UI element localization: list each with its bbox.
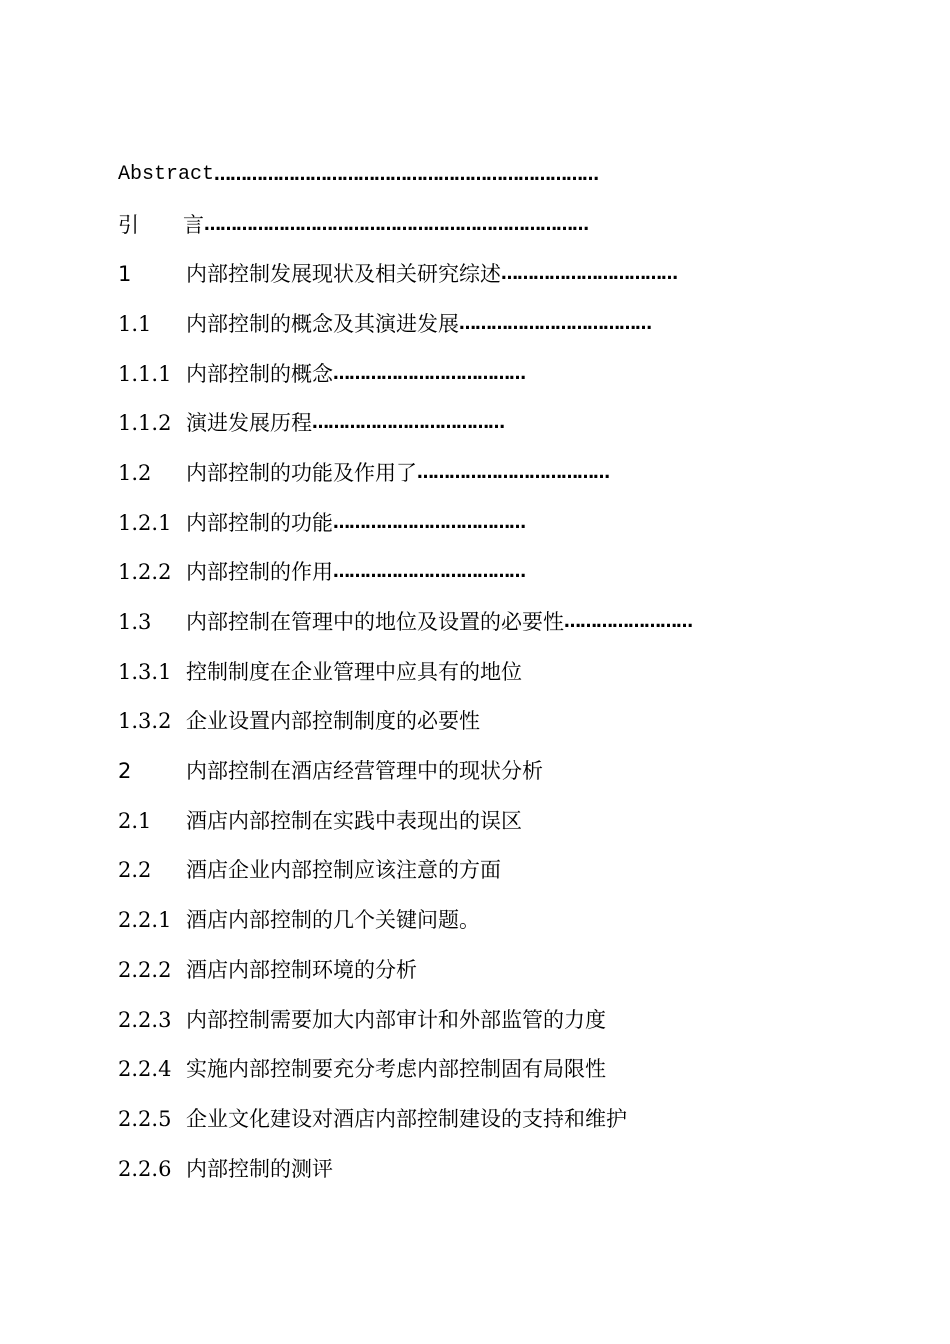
toc-entry-2-2-2 xyxy=(118,945,878,995)
toc-entry-title: 演进发展历程 xyxy=(186,411,312,436)
toc-entry-number: 2.2.4 xyxy=(118,1057,172,1082)
toc-entry-2-2-6 xyxy=(118,1144,878,1194)
toc-entry-2-2-4 xyxy=(118,1044,878,1094)
toc-entry-abstract xyxy=(118,150,878,200)
toc-entry-title: 酒店内部控制的几个关键问题。 xyxy=(186,908,480,933)
toc-entry-title: 企业文化建设对酒店内部控制建设的支持和维护 xyxy=(186,1106,627,1131)
toc-entry-number: 1.1.2 xyxy=(118,411,172,436)
toc-entry-title: 内部控制的测评 xyxy=(186,1156,333,1181)
toc-entry-number: 2.1 xyxy=(118,808,152,833)
toc-leader-dots: ……………………………………………………………… xyxy=(214,164,599,185)
toc-entry-1-2-2 xyxy=(118,548,878,598)
toc-entry-number: 2.2 xyxy=(118,858,152,883)
toc-entry-number: 1.2.1 xyxy=(118,510,172,535)
toc-entry-introduction xyxy=(118,200,878,250)
toc-leader-dots: ……………………………………………………………… xyxy=(204,214,588,235)
toc-entry-number: 1.1.1 xyxy=(118,361,172,386)
toc-entry-number: 2.2.1 xyxy=(118,908,172,933)
toc-entry-2-2 xyxy=(118,846,878,896)
toc-entry-number: 1.2.2 xyxy=(118,560,172,585)
toc-entry-1-2-1 xyxy=(118,498,878,548)
toc-entry-title: 内部控制发展现状及相关研究综述 xyxy=(186,262,501,287)
toc-entry-1-3 xyxy=(118,597,878,647)
toc-entry-1-1-2 xyxy=(118,398,878,448)
toc-entry-2-2-5 xyxy=(118,1094,878,1144)
toc-entry-1-2 xyxy=(118,448,878,498)
toc-entry-title: 实施内部控制要充分考虑内部控制固有局限性 xyxy=(186,1057,606,1082)
toc-entry-title-part2: 言 xyxy=(183,212,204,237)
toc-entry-number: 2.2.2 xyxy=(118,957,172,982)
toc-entry-1-1 xyxy=(118,299,878,349)
toc-leader-dots: ……………………………… xyxy=(333,562,525,583)
toc-entry-number: 2.2.3 xyxy=(118,1007,172,1032)
toc-entry-title: 内部控制的概念及其演进发展 xyxy=(186,311,459,336)
toc-entry-title: 内部控制的作用 xyxy=(186,560,333,585)
toc-entry-title: 企业设置内部控制制度的必要性 xyxy=(186,709,480,734)
toc-entry-number: 1.1 xyxy=(118,311,152,336)
toc-entry-number: 1 xyxy=(118,262,132,287)
toc-entry-title-part1: 引 xyxy=(118,212,139,237)
toc-entry-title: 内部控制的概念 xyxy=(186,361,333,386)
table-of-contents xyxy=(118,150,878,1193)
toc-entry-title: 控制制度在企业管理中应具有的地位 xyxy=(186,659,522,684)
toc-entry-number: 2.2.6 xyxy=(118,1156,172,1181)
toc-leader-dots: ……………………………… xyxy=(312,413,504,434)
toc-leader-dots: ……………………………… xyxy=(459,313,651,334)
toc-entry-2-2-1 xyxy=(118,895,878,945)
toc-entry-number: 1.3 xyxy=(118,610,152,635)
toc-entry-1-3-1 xyxy=(118,647,878,697)
toc-entry-title: 酒店企业内部控制应该注意的方面 xyxy=(186,858,501,883)
toc-entry-title: Abstract xyxy=(118,162,215,186)
toc-entry-title: 内部控制的功能 xyxy=(186,510,333,535)
toc-leader-dots: ……………………………… xyxy=(417,462,609,483)
toc-leader-dots: …………………………… xyxy=(501,264,677,285)
toc-entry-number: 1.2 xyxy=(118,460,152,485)
toc-entry-1-1-1 xyxy=(118,349,878,399)
toc-entry-2-1 xyxy=(118,796,878,846)
toc-entry-title: 内部控制在酒店经营管理中的现状分析 xyxy=(186,759,543,784)
toc-entry-title: 酒店内部控制环境的分析 xyxy=(186,957,417,982)
toc-entry-number: 1.3.2 xyxy=(118,709,172,734)
toc-leader-dots: ……………………………… xyxy=(333,363,525,384)
toc-leader-dots: …………………… xyxy=(564,612,692,633)
toc-entry-title: 内部控制在管理中的地位及设置的必要性 xyxy=(186,610,564,635)
toc-entry-2-2-3 xyxy=(118,995,878,1045)
toc-entry-title: 内部控制需要加大内部审计和外部监管的力度 xyxy=(186,1007,606,1032)
toc-entry-number: 1.3.1 xyxy=(118,659,172,684)
toc-entry-number: 2 xyxy=(118,759,132,784)
toc-entry-title: 内部控制的功能及作用了 xyxy=(186,460,417,485)
toc-entry-number: 2.2.5 xyxy=(118,1106,172,1131)
toc-leader-dots: ……………………………… xyxy=(333,512,525,533)
toc-entry-chapter-2 xyxy=(118,746,878,796)
toc-entry-1-3-2 xyxy=(118,697,878,747)
toc-entry-title: 酒店内部控制在实践中表现出的误区 xyxy=(186,808,522,833)
toc-entry-chapter-1 xyxy=(118,249,878,299)
